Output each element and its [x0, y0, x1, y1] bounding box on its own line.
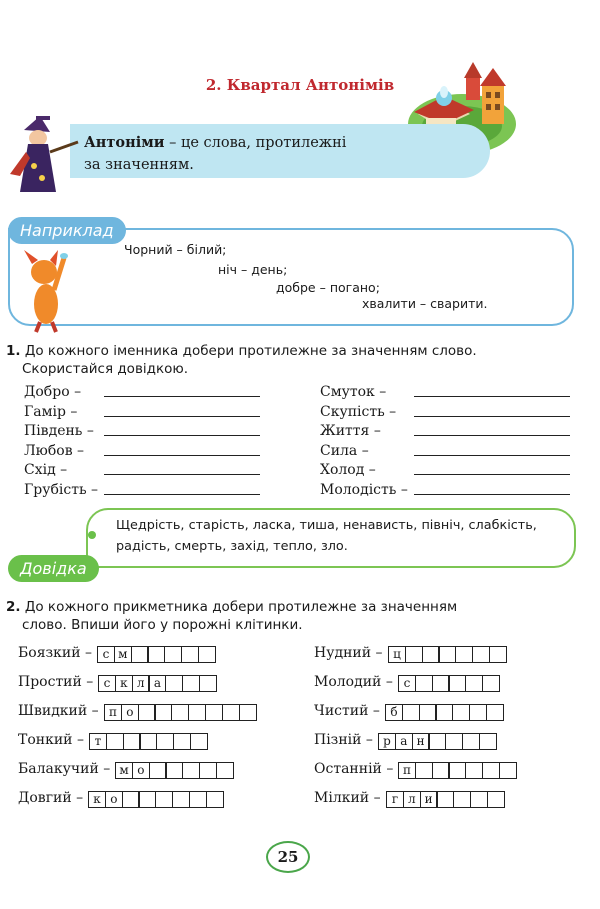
adjective-word: Чистий – [314, 703, 380, 719]
noun-word: Сила – [320, 442, 369, 459]
letter-cell[interactable]: м [115, 762, 133, 779]
adjective-word: Балакучий – [18, 761, 111, 777]
letter-cell[interactable] [415, 675, 433, 692]
letter-cell[interactable] [422, 646, 440, 663]
letter-cell[interactable] [239, 704, 257, 721]
reference-tag: Довідка [8, 555, 99, 582]
reference-dot [88, 531, 96, 539]
noun-word: Грубість – [24, 481, 99, 498]
letter-cells [398, 762, 517, 779]
letter-cell[interactable] [452, 704, 470, 721]
letter-cell[interactable] [164, 646, 182, 663]
example-tag: Наприклад [8, 217, 126, 244]
letter-cell[interactable] [206, 791, 224, 808]
letter-cells [385, 704, 504, 721]
letter-cell[interactable] [173, 733, 191, 750]
letter-cell[interactable] [415, 762, 433, 779]
letter-cell[interactable] [147, 646, 165, 663]
letter-cell[interactable]: ц [388, 646, 406, 663]
letter-cell[interactable]: а [395, 733, 413, 750]
answer-line[interactable] [414, 494, 570, 495]
letter-cells [115, 762, 234, 779]
letter-cell[interactable]: к [88, 791, 106, 808]
letter-cell[interactable] [155, 791, 173, 808]
letter-cell[interactable] [438, 646, 456, 663]
letter-cell[interactable]: а [148, 675, 166, 692]
letter-cell[interactable] [165, 675, 183, 692]
letter-cell[interactable] [470, 791, 488, 808]
letter-cell[interactable] [171, 704, 189, 721]
noun-word: Скупість – [320, 403, 397, 420]
letter-cells [398, 675, 500, 692]
fox-character [14, 250, 78, 334]
task2-instruction-2: слово. Впиши його у порожні клітинки. [22, 617, 303, 633]
letter-cell[interactable]: р [378, 733, 396, 750]
letter-cell[interactable] [156, 733, 174, 750]
adjective-word: Швидкий – [18, 703, 99, 719]
adjective-word: Боязкий – [18, 645, 93, 661]
letter-cell[interactable] [190, 733, 208, 750]
letter-cells [104, 704, 257, 721]
letter-cell[interactable] [123, 733, 141, 750]
letter-cell[interactable] [448, 675, 466, 692]
letter-cell[interactable] [199, 675, 217, 692]
letter-cell[interactable] [448, 762, 466, 779]
task2-instruction: 2. До кожного прикметника добери протилежне за значенням [6, 599, 458, 615]
letter-cell[interactable] [465, 675, 483, 692]
letter-cell[interactable] [469, 704, 487, 721]
letter-cell[interactable] [154, 704, 172, 721]
letter-cell[interactable]: о [105, 791, 123, 808]
letter-cells [388, 646, 507, 663]
letter-cell[interactable] [149, 762, 167, 779]
letter-cell[interactable] [138, 704, 156, 721]
letter-cells [88, 791, 224, 808]
letter-cell[interactable] [499, 762, 517, 779]
noun-word: Смуток – [320, 384, 387, 400]
adjective-word: Пізній – [314, 732, 373, 748]
answer-line[interactable] [414, 435, 570, 436]
letter-cell[interactable] [428, 733, 446, 750]
letter-cell[interactable] [216, 762, 234, 779]
letter-cell[interactable] [199, 762, 217, 779]
answer-line[interactable] [414, 455, 570, 456]
adjective-word: Молодий – [314, 674, 393, 690]
task1-instruction: 1. До кожного іменника добери протилежне за значенням слово. [6, 343, 477, 359]
letter-cell[interactable]: к [115, 675, 133, 692]
letter-cell[interactable]: и [420, 791, 438, 808]
example-line-2: ніч – день; [218, 262, 288, 277]
answer-line[interactable] [414, 416, 570, 417]
letter-cell[interactable] [106, 733, 124, 750]
noun-word: Добро – [24, 384, 82, 400]
letter-cell[interactable] [405, 646, 423, 663]
adjective-word: Останній – [314, 761, 394, 777]
letter-cell[interactable]: п [104, 704, 122, 721]
letter-cell[interactable] [165, 762, 183, 779]
noun-word: Життя – [320, 423, 381, 439]
noun-word: Холод – [320, 462, 376, 478]
letter-cell[interactable] [138, 791, 156, 808]
answer-line[interactable] [104, 474, 260, 475]
adjective-word: Простий – [18, 674, 94, 690]
answer-line[interactable] [104, 396, 260, 397]
task1-instruction-2: Скористайся довідкою. [22, 361, 189, 377]
example-line-1: Чорний – білий; [124, 242, 227, 257]
letter-cell[interactable] [465, 762, 483, 779]
letter-cell[interactable]: м [114, 646, 132, 663]
letter-cell[interactable] [436, 791, 454, 808]
letter-cell[interactable]: с [398, 675, 416, 692]
letter-cell[interactable] [222, 704, 240, 721]
letter-cells [89, 733, 208, 750]
letter-cells [378, 733, 497, 750]
letter-cell[interactable] [122, 791, 140, 808]
letter-cells [97, 646, 216, 663]
reference-text: Щедрість, старість, ласка, тиша, ненависть, північ, слабкість, радість, смерть, захід, тепло, зло. [116, 518, 537, 554]
answer-line[interactable] [414, 396, 570, 397]
letter-cell[interactable] [402, 704, 420, 721]
letter-cell[interactable]: о [121, 704, 139, 721]
letter-cell[interactable]: п [398, 762, 416, 779]
letter-cell[interactable] [482, 675, 500, 692]
noun-word: Молодість – [320, 481, 408, 498]
answer-line[interactable] [414, 474, 570, 475]
adjective-word: Нудний – [314, 645, 383, 661]
letter-cell[interactable]: н [412, 733, 430, 750]
letter-cell[interactable] [455, 646, 473, 663]
letter-cell[interactable]: с [97, 646, 115, 663]
letter-cell[interactable] [445, 733, 463, 750]
page-title: 2. Квартал Антонімів [205, 76, 395, 94]
letter-cell[interactable] [486, 704, 504, 721]
letter-cell[interactable] [432, 762, 450, 779]
letter-cell[interactable]: т [89, 733, 107, 750]
answer-line[interactable] [104, 494, 260, 495]
letter-cells [98, 675, 217, 692]
letter-cell[interactable] [205, 704, 223, 721]
example-line-3: добре – погано; [276, 280, 380, 295]
letter-cell[interactable] [198, 646, 216, 663]
letter-cell[interactable] [189, 791, 207, 808]
noun-word: Любов – [24, 442, 85, 459]
letter-cell[interactable] [462, 733, 480, 750]
answer-line[interactable] [104, 416, 260, 417]
letter-cell[interactable]: о [132, 762, 150, 779]
letter-cell[interactable] [487, 791, 505, 808]
noun-word: Схід – [24, 462, 68, 478]
example-line-4: хвалити – сварити. [362, 296, 488, 311]
letter-cell[interactable]: л [403, 791, 421, 808]
letter-cells [386, 791, 505, 808]
adjective-word: Мілкий – [314, 790, 381, 806]
letter-cell[interactable] [432, 675, 450, 692]
letter-cell[interactable] [181, 646, 199, 663]
definition-text: Антоніми – це слова, протилежні за значенням. [84, 134, 347, 173]
letter-cell[interactable] [131, 646, 149, 663]
adjective-word: Довгий – [18, 790, 84, 806]
adjective-word: Тонкий – [18, 732, 84, 748]
noun-word: Гамір – [24, 403, 78, 420]
letter-cell[interactable]: б [385, 704, 403, 721]
wizard-character [6, 112, 80, 194]
noun-word: Південь – [24, 423, 94, 439]
letter-cell[interactable] [472, 646, 490, 663]
letter-cell[interactable] [182, 762, 200, 779]
letter-cell[interactable] [139, 733, 157, 750]
letter-cell[interactable] [482, 762, 500, 779]
letter-cell[interactable]: г [386, 791, 404, 808]
letter-cell[interactable] [479, 733, 497, 750]
letter-cell[interactable] [182, 675, 200, 692]
page-number: 25 [266, 841, 310, 873]
letter-cell[interactable]: л [132, 675, 150, 692]
letter-cell[interactable] [172, 791, 190, 808]
letter-cell[interactable]: с [98, 675, 116, 692]
letter-cell[interactable] [419, 704, 437, 721]
letter-cell[interactable] [489, 646, 507, 663]
letter-cell[interactable] [188, 704, 206, 721]
letter-cell[interactable] [453, 791, 471, 808]
answer-line[interactable] [104, 455, 260, 456]
letter-cell[interactable] [435, 704, 453, 721]
answer-line[interactable] [104, 435, 260, 436]
